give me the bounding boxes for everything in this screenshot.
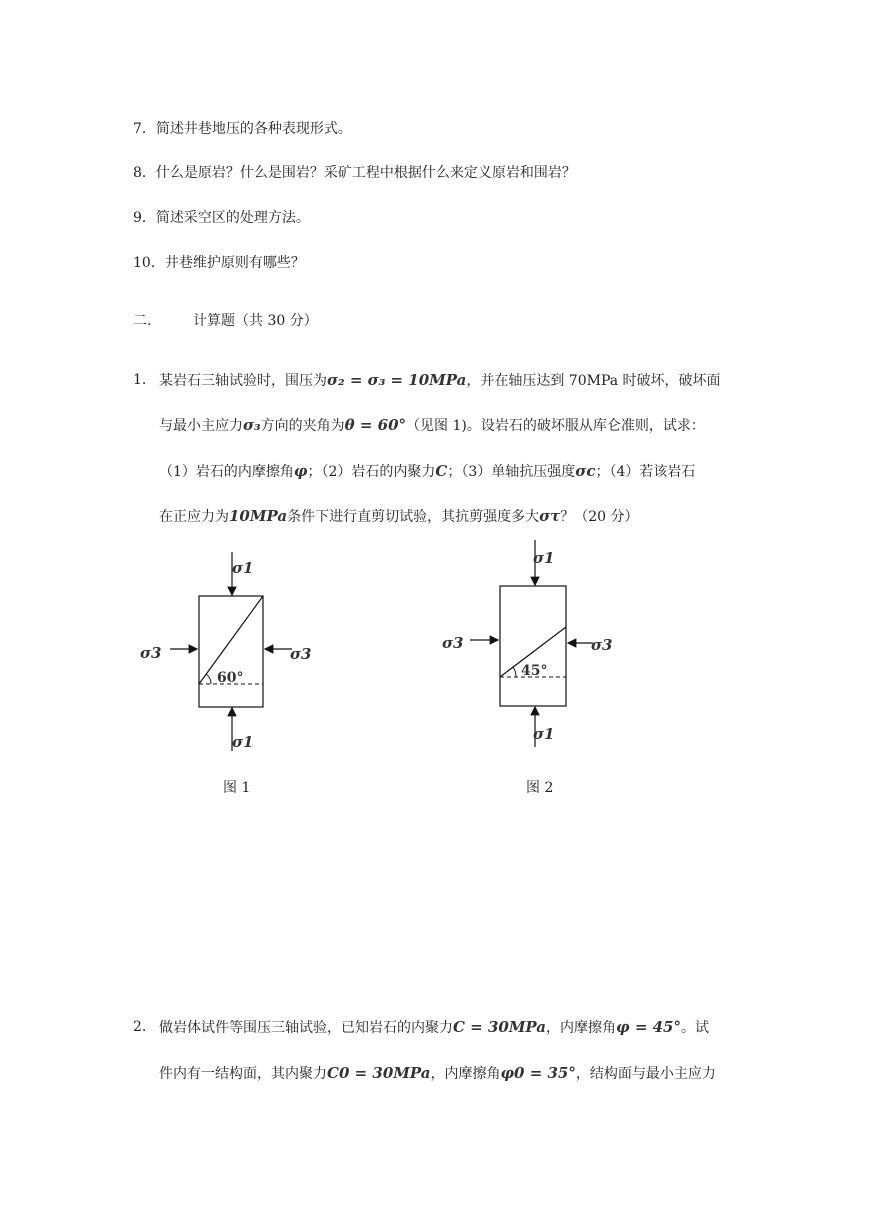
q2-line-2 — [159, 1063, 716, 1084]
q1-formula-sigma-tau: στ — [539, 507, 561, 525]
q1-text: ；（2）岩石的内聚力 — [307, 464, 436, 480]
specimen-1 — [199, 596, 263, 707]
question-7: 7．简述井巷地压的各种表现形式。 — [133, 121, 352, 137]
q1-formula-sigma-c: σc — [575, 462, 596, 480]
q1-text: （1）岩石的内摩擦角 — [159, 464, 294, 480]
question-9: 9．简述采空区的处理方法。 — [133, 210, 310, 226]
q2-text: 做岩体试件等围压三轴试验，已知岩石的内聚力 — [159, 1020, 453, 1036]
q1-formula-sigma3: σ₃ — [243, 416, 261, 434]
q2-text: ，结构面与最小主应力 — [575, 1066, 716, 1082]
figure-1 — [140, 552, 312, 751]
section-number: 二. — [133, 313, 152, 329]
angle-arc-2 — [513, 667, 516, 677]
q1-formula-c: C — [435, 462, 448, 480]
q1-number: 1. — [133, 372, 147, 388]
q2-text: ，内摩擦角 — [430, 1066, 501, 1082]
q1-formula-confining-pressure: σ₂ = σ₃ = 10MPa — [327, 371, 467, 389]
label-sigma1-top-2: σ1 — [533, 549, 555, 567]
q2-formula-c: C = 30MPa — [453, 1018, 547, 1036]
question-8: 8．什么是原岩？什么是围岩？采矿工程中根据什么来定义原岩和围岩？ — [133, 165, 576, 181]
q2-number: 2. — [133, 1019, 147, 1035]
figure-2-caption: 图 2 — [526, 780, 554, 796]
angle-label-1: 60° — [217, 670, 244, 686]
q2-text: ，内摩擦角 — [546, 1020, 617, 1036]
figure-1-caption: 图 1 — [223, 780, 251, 796]
figures-diagram — [0, 535, 869, 815]
label-sigma3-right-2: σ3 — [591, 636, 613, 654]
angle-label-2: 45° — [521, 663, 548, 679]
q2-text: 件内有一结构面，其内聚力 — [159, 1066, 327, 1082]
q2-formula-phi: φ = 45° — [616, 1018, 681, 1036]
q1-text: 与最小主应力 — [159, 418, 243, 434]
q2-line-1 — [159, 1017, 709, 1038]
q2-formula-phi0: φ0 = 35° — [500, 1064, 576, 1082]
q1-text: 方向的夹角为 — [260, 418, 345, 434]
label-sigma3-right-1: σ3 — [290, 645, 312, 663]
label-sigma3-left-2: σ3 — [442, 634, 464, 652]
q1-formula-normal-stress: 10MPa — [229, 507, 288, 525]
q2-text: 。试 — [681, 1020, 709, 1036]
angle-arc-1 — [206, 674, 211, 684]
q1-text: ；（3）单轴抗压强度 — [447, 464, 576, 480]
q1-text: 在正应力为 — [159, 509, 229, 525]
q1-text: （见图 1)。设岩石的破坏服从库仑准则，试求： — [406, 418, 705, 434]
q1-line-3 — [159, 461, 695, 482]
q2-formula-c0: C0 = 30MPa — [327, 1064, 431, 1082]
q1-formula-theta: θ = 60° — [344, 416, 407, 434]
q1-text: ？（20 分） — [560, 509, 639, 525]
section-title: 计算题（共 30 分） — [193, 313, 318, 329]
label-sigma3-left-1: σ3 — [140, 644, 162, 662]
q1-text: 某岩石三轴试验时，围压为 — [159, 373, 327, 389]
q1-formula-phi: φ — [293, 462, 308, 480]
question-10: 10．井巷维护原则有哪些？ — [133, 255, 305, 271]
q1-line-1 — [159, 370, 721, 391]
specimen-2 — [500, 586, 566, 706]
q1-text: 条件下进行直剪切试验，其抗剪强度多大 — [287, 509, 540, 525]
label-sigma1-top-1: σ1 — [232, 559, 254, 577]
q1-text: ，并在轴压达到 70MPa 时破坏，破坏面 — [466, 373, 721, 389]
q1-text: ；（4）若该岩石 — [595, 464, 696, 480]
label-sigma1-bottom-2: σ1 — [533, 725, 555, 743]
q1-line-4 — [159, 506, 639, 527]
q1-line-2 — [159, 415, 705, 436]
figure-2 — [442, 540, 613, 747]
label-sigma1-bottom-1: σ1 — [232, 733, 254, 751]
